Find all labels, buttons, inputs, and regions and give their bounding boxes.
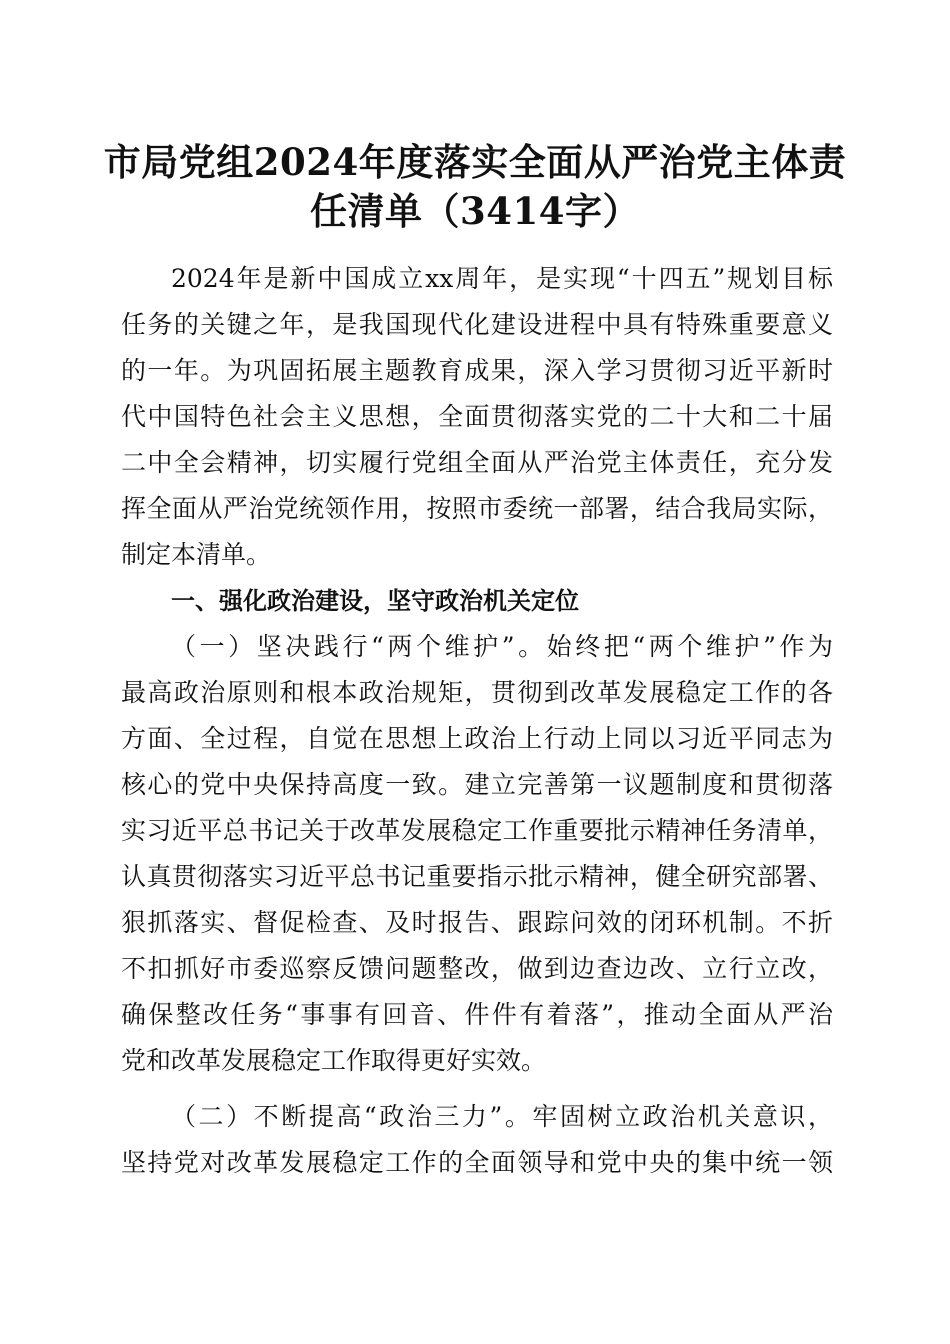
- section-heading: 一、强化政治建设，坚守政治机关定位: [171, 587, 579, 615]
- item-1-line: 实习近平总书记关于改革发展稳定工作重要批示精神任务清单，: [121, 816, 833, 845]
- title-line-2: 任清单（3414字）: [310, 189, 640, 233]
- item-1-line: 方面、全过程，自觉在思想上政治上行动上同以习近平同志为: [121, 724, 833, 753]
- intro-paragraph: [121, 256, 833, 578]
- intro-line: 2024年是新中国成立xx周年，是实现“十四五”规划目标: [171, 264, 833, 293]
- document-body: [121, 256, 833, 1186]
- intro-line: 的一年。为巩固拓展主题教育成果，深入学习贯彻习近平新时: [121, 356, 833, 385]
- item-1-line: 确保整改任务“事事有回音、件件有着落”，推动全面从严治: [121, 1000, 833, 1029]
- intro-line: 挥全面从严治党统领作用，按照市委统一部署，结合我局实际，: [121, 494, 833, 523]
- intro-line: 制定本清单。: [121, 540, 272, 569]
- intro-line: 代中国特色社会主义思想，全面贯彻落实党的二十大和二十届: [121, 402, 833, 431]
- intro-line: 任务的关键之年，是我国现代化建设进程中具有特殊重要意义: [121, 310, 833, 339]
- item-2-paragraph: [121, 1094, 833, 1186]
- item-1-line: 狠抓落实、督促检查、及时报告、跟踪问效的闭环机制。不折: [121, 908, 833, 937]
- item-1-paragraph: [121, 624, 833, 1084]
- item-1-line: 党和改革发展稳定工作取得更好实效。: [121, 1046, 547, 1075]
- intro-line: 二中全会精神，切实履行党组全面从严治党主体责任，充分发: [121, 448, 833, 477]
- title-line-1: 市局党组2024年度落实全面从严治党主体责: [103, 140, 847, 184]
- document-title: [100, 138, 850, 236]
- item-1-line: （一）坚决践行“两个维护”。始终把“两个维护”作为: [171, 632, 833, 661]
- item-1-line: 认真贯彻落实习近平总书记重要指示批示精神，健全研究部署、: [121, 862, 833, 891]
- item-1-line: 核心的党中央保持高度一致。建立完善第一议题制度和贯彻落: [121, 770, 833, 799]
- item-2-line: 坚持党对改革发展稳定工作的全面领导和党中央的集中统一领: [121, 1148, 833, 1177]
- item-2-line: （二）不断提高“政治三力”。牢固树立政治机关意识，: [171, 1102, 833, 1131]
- paragraph-gap: [121, 1084, 833, 1094]
- item-1-line: 最高政治原则和根本政治规矩，贯彻到改革发展稳定工作的各: [121, 678, 833, 707]
- item-1-line: 不扣抓好市委巡察反馈问题整改，做到边查边改、立行立改，: [121, 954, 833, 983]
